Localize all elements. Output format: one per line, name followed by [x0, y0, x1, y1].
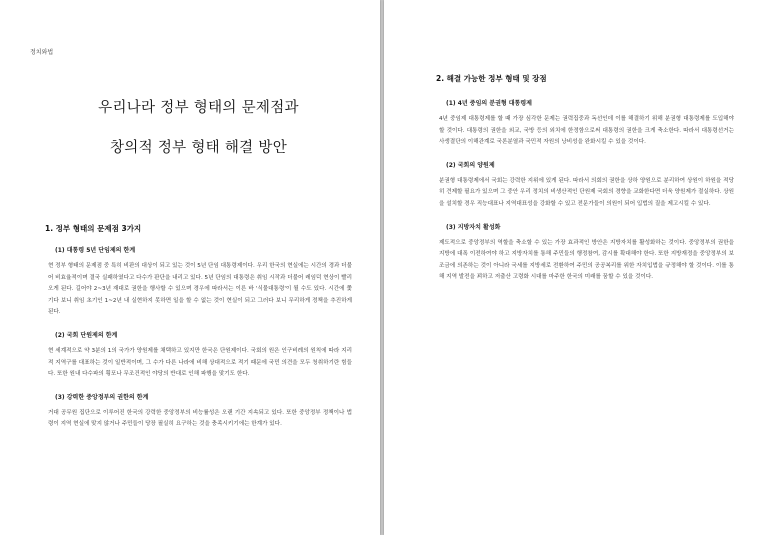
document-page-2	[384, 0, 768, 535]
document-title-line-1: 우리나라 정부 형태의 문제점과	[98, 100, 299, 116]
section-2-heading: 2. 해결 가능한 정부 형태 및 장점	[436, 74, 547, 83]
section-1-heading: 1. 정부 형태의 문제점 3가지	[45, 224, 142, 233]
page-header: 정치와법	[30, 49, 54, 56]
document-page-1	[0, 0, 380, 535]
subsection-2-2-body: 분권형 대통령제에서 국회는 강력한 지위에 있게 된다. 따라서 의회의 권한을 상하 양원으로 분리하여 상원이 하원을 적당히 견제할 필요가 있으며 그 중안 우리 정치의 비생산적인 단원제 국회의 경향을 교화한다면 더욱 양원제가 절실하다. 상원을 설치할 경우 직능대표나 지역대표성을 강화할 수 있고 전문가들이 의원이 되어 입법의 질을 제고시킬 수 있다.	[439, 177, 735, 207]
subsection-2-1-body: 4년 중임제 대통령제를 할 때 가장 심각한 문제는 권력집중과 독선인데 이를 해결하기 위해 분권형 대통령제를 도입해야 할 것이다. 대통령의 권한을 외교, 국방 등의 외치에 한정함으로써 대통령의 권한을 크게 축소한다. 따라서 대통령선거는 사생결단의 이해관계로 국론분열과 국민적 자원의 낭비성을 완화시킬 수 있을 것이다.	[439, 116, 734, 146]
subsection-2-1-heading: (1) 4년 중임의 분권형 대통령제	[446, 100, 532, 107]
subsection-2-2-heading: (2) 국회의 양원제	[446, 161, 495, 169]
subsection-2-3-heading: (3) 지방자치 활성화	[446, 223, 501, 231]
subsection-1-3-body: 거대 공무원 집단으로 이루어진 한국의 강력한 중앙정부의 비능률성은 오랜 기간 지속되고 있다. 또한 중앙정부 정책이나 법령이 지역 현실에 맞지 않거나 주민들이 당장 필실히 요구하는 것을 충족시키기에는 한계가 있다.	[48, 409, 352, 428]
subsection-1-1-body: 현 정부 형태의 문제점 중 특히 비판의 대상이 되고 있는 것이 5년 단임 대통령제이다. 우리 한국의 현실에는 시간의 경과 더불어 비효율적이며 결국 실패하였다고 다수가 판단을 내리고 있다. 5년 단임의 대통령은 취임 시작과 더불어 레임덕 현상이 빨리 오게 된다. 길어야 2~3년 재대로 권한을 행사할 수 있으며 경우에 따라서는 이른 바 '식물대통령'이 될 수도 있다. 시간에 쫓기다 보니 취임 초기인 1~2년 내 실현하지 못하면 일을 할 수 없는 것이 현실이 되고 그러다 보니 무리하게 정책을 추진하게 된다.	[48, 263, 352, 316]
subsection-1-2-heading: (2) 국회 단원제의 한계	[55, 331, 118, 339]
subsection-1-3-heading: (3) 강력한 중앙정부의 권한의 한계	[55, 393, 149, 401]
subsection-1-2-body: 현 세계적으로 약 3분의 1의 국가가 양원제를 채택하고 있지만 한국은 단원제이다. 국회의 원은 인구비례의 원칙에 따라 지리적 지역구를 대표하는 것이 일반적이며, 그 수가 다른 나라에 비해 상대적으로 적기 때문에 국민 의견을 모두 청취하기란 힘들다. 또한 원내 다수파의 횡포나 무조건적인 야당의 반대로 인해 파행을 맞기도 한다.	[48, 347, 352, 378]
subsection-1-1-heading: (1) 대통령 5년 단임제의 한계	[55, 247, 136, 254]
subsection-2-3-body: 제도적으로 중앙정부의 역할을 축소할 수 있는 가장 효과적인 방안은 지방자치를 활성화하는 것이다. 중앙정부의 권한을 지방에 대폭 이전하여야 하고 지방자치를 통해 주민들의 행정참여, 감시를 확대해야 한다. 또한 지방재정을 중앙정부의 보조금에 의존하는 것이 아니라 국세를 지방세로 전환하여 주민의 공공복리를 위한 자치입법을 규정해야 할 것이다. 이를 통해 지역 발전을 꾀하고 저출산 고령화 시대를 마주한 한국의 미래를 꿈할 수 있을 것이다.	[439, 239, 734, 281]
document-title-line-2: 창의적 정부 형태 해결 방안	[109, 140, 287, 156]
